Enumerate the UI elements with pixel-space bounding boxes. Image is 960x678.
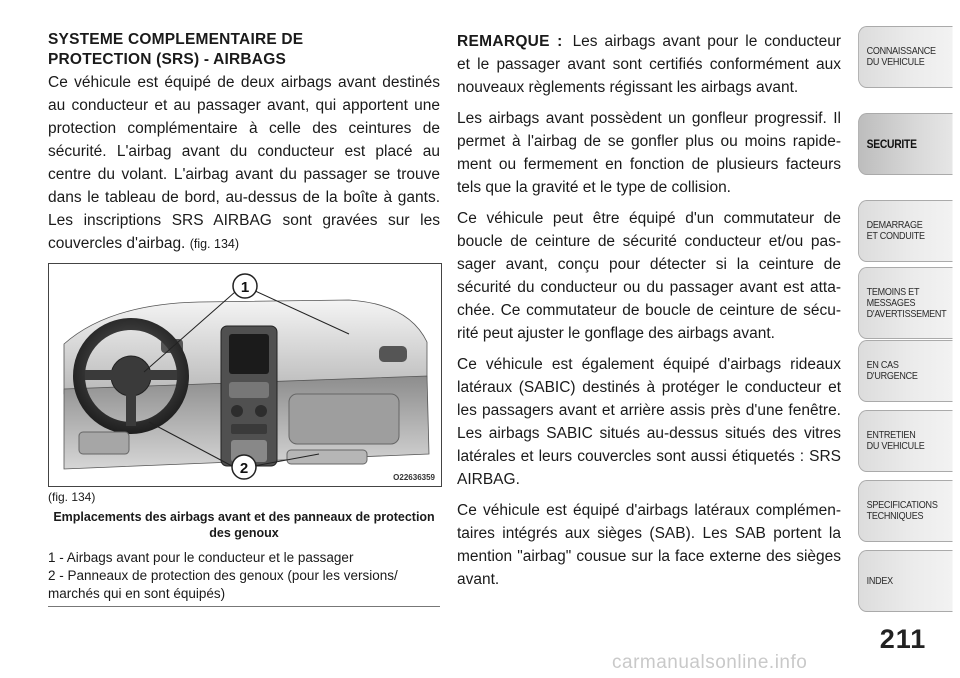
legend-divider <box>48 606 440 607</box>
tab-label-line: TEMOINS ET <box>866 285 920 298</box>
tab-index[interactable] <box>858 550 953 612</box>
tab-label-line: EN CAS <box>866 359 899 371</box>
tab-label-line: INDEX <box>866 574 893 587</box>
tab-connaissance-du-vehicule[interactable] <box>858 26 953 88</box>
tab-temoins-et-messages[interactable] <box>858 267 953 339</box>
tab-specifications-techniques[interactable] <box>858 480 953 542</box>
paragraph-buckle-switch: Ce véhicule peut être équipé d'un commutateur de boucle de ceinture de sécurité conducteur et/ou pas-sager avant, conçu pour détecter si la ceinture de sécurité du conducteur ou du passager avant est atta-chée. Ce commutateur de boucle de ceinture de sécu-rité peut ajuster le gonflage des airbags avant. <box>457 210 841 342</box>
tab-label-line: DU VEHICULE <box>866 56 925 68</box>
tab-securite[interactable] <box>858 113 953 175</box>
note-paragraph <box>457 30 841 99</box>
tab-label-line: SECURITE <box>866 136 917 151</box>
heading-line-2: PROTECTION (SRS) - AIRBAGS <box>48 51 286 68</box>
paragraph-sab: Ce véhicule est équipé d'airbags latéraux complémen-taires intégrés aux sièges (SAB). Les SAB portent la mention "airbag" cousue sur la face externe des sièges avant. <box>457 502 841 588</box>
tab-label-line: SPECIFICATIONS <box>866 499 938 511</box>
intro-figure-reference[interactable]: (fig. 134) <box>189 237 240 251</box>
callout-1: 1 <box>240 279 250 296</box>
tab-label-line: ENTRETIEN <box>866 429 916 441</box>
note-label: REMARQUE : <box>457 33 563 50</box>
tab-label-line: D'AVERTISSEMENT <box>866 307 947 320</box>
page-number: 211 <box>879 624 927 654</box>
tab-entretien-du-vehicule[interactable] <box>858 410 953 472</box>
legend-item-2: 2 - Panneaux de protection des genoux (pour les versions/ marchés qui en sont équipés) <box>48 568 398 601</box>
tab-en-cas-d-urgence[interactable] <box>858 340 953 402</box>
section-heading <box>48 30 440 70</box>
left-column <box>48 30 440 256</box>
legend-item-1: 1 - Airbags avant pour le conducteur et le passager <box>48 550 354 565</box>
watermark: carmanualsonline.info <box>612 652 808 673</box>
tab-demarrage-et-conduite[interactable] <box>858 200 953 262</box>
dashboard-illustration <box>49 264 441 486</box>
tab-label-line: DEMARRAGE <box>866 219 923 231</box>
note-text: Les airbags avant pour le conducteur et le passager avant sont certifiés conformément aux nouveaux règlements régissant les airbags avant. <box>457 33 841 96</box>
intro-paragraph <box>48 71 440 256</box>
figure-code: O22636359 <box>393 473 435 482</box>
tab-label-line: ET CONDUITE <box>866 230 925 242</box>
tab-label-line: CONNAISSANCE <box>866 45 936 57</box>
right-column <box>457 30 841 599</box>
tab-label-line: DU VEHICULE <box>866 440 925 452</box>
heading-line-1: SYSTEME COMPLEMENTAIRE DE <box>48 31 304 48</box>
figure-legend <box>48 549 440 603</box>
figure-label: (fig. 134) <box>48 490 96 504</box>
paragraph-progressive-inflator: Les airbags avant possèdent un gonfleur progressif. Il permet à l'airbag de se gonfler plus ou moins rapide-ment ou fermement en fonction de plusieurs facteurs tels que la gravité et le type de collision. <box>457 110 841 196</box>
callout-2: 2 <box>239 460 249 477</box>
paragraph-sabic: Ce véhicule est également équipé d'airbags rideaux latéraux (SABIC) destinés à protéger le conducteur et les passagers avant et arrière assis près d'une fenêtre. Les airbags SABIC situés au-dessus situés des vitres latérales et leurs couvercles sont aussi étiquetés : SRS AIRBAG. <box>457 356 841 488</box>
tab-label-line: TECHNIQUES <box>866 510 924 522</box>
tab-label-line: D'URGENCE <box>866 370 918 382</box>
intro-text: Ce véhicule est équipé de deux airbags avant destinés au conducteur et au passager avant, qui apportent une protection complémentaire à celle des ceintures de sécurité. L'airbag avant du conducteur est placé au centre du volant. L'airbag avant du passager se trouve dans le tableau de bord, au-dessus de la boîte à gants. Les inscriptions SRS AIRBAG sont gravées sur les couvercles d'airbag. <box>48 74 440 252</box>
tab-label-line: MESSAGES <box>866 296 916 309</box>
dashboard-figure <box>48 263 442 487</box>
figure-caption: Emplacements des airbags avant et des panneaux de protection des genoux <box>53 510 435 540</box>
